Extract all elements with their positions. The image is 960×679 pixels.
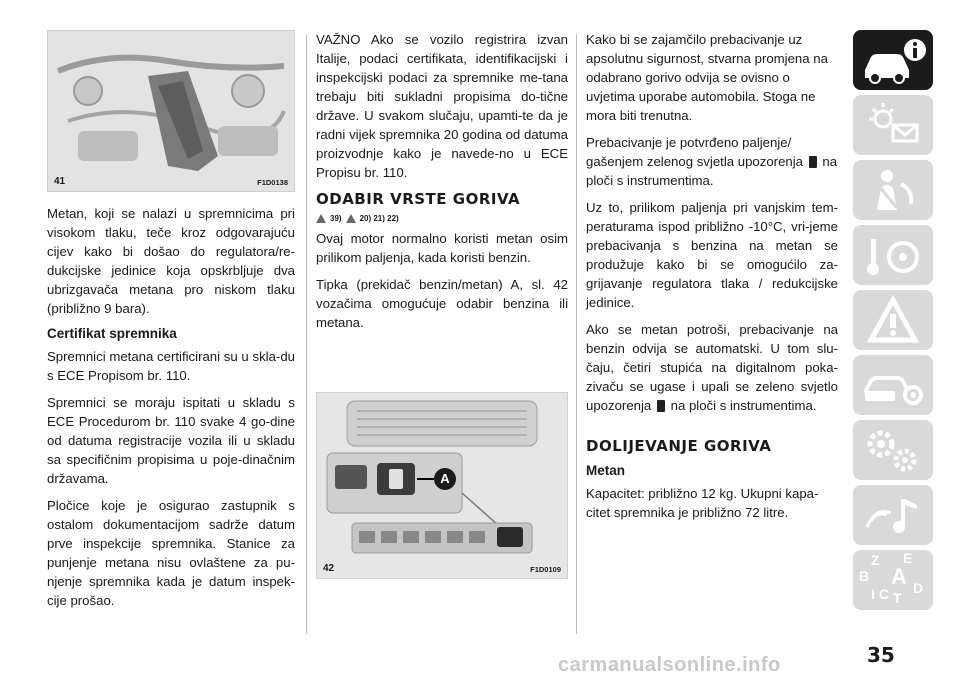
column-left — [47, 30, 295, 618]
tab-emergency[interactable] — [853, 290, 933, 350]
index-letter: C — [879, 586, 890, 602]
column-divider — [306, 34, 307, 634]
tab-lights-messages[interactable] — [853, 95, 933, 155]
fuel-pump-warning-icon — [809, 156, 817, 168]
tab-maintenance[interactable] — [853, 355, 933, 415]
figure-number: 41 — [54, 176, 66, 187]
tab-technical-data[interactable] — [853, 420, 933, 480]
tab-safety[interactable] — [853, 160, 933, 220]
column-middle — [316, 30, 568, 579]
heading-fuel-selection: ODABIR VRSTE GORIVA — [316, 190, 521, 208]
page-number: 35 — [867, 643, 895, 667]
paragraph-confirmation: Prebacivanje je potvrđeno paljenje/ gašenjem zelenog svjetla upozorenja na ploči s instrumentima. — [586, 135, 838, 188]
paragraph-engine-fuel: Ovaj motor normalno koristi metan osim prilikom paljenja, kada koristi benzin. — [316, 231, 568, 265]
paragraph-certified: Spremnici metana certificirani su u skla-du s ECE Propisom br. 110. — [47, 349, 295, 383]
figure-41 — [47, 30, 295, 192]
tab-index[interactable] — [853, 550, 933, 610]
paragraph-switch: Tipka (prekidač benzin/metan) A, sl. 42 vozačima omogućuje odabir benzina ili metana. — [316, 277, 568, 330]
index-letter: A — [891, 564, 907, 589]
gears-icon — [853, 420, 933, 480]
figure-code: F1D0138 — [257, 178, 288, 187]
column-divider — [576, 34, 577, 634]
chapter-tabs — [853, 30, 933, 615]
figure-42 — [316, 392, 568, 579]
index-letter: B — [859, 568, 870, 584]
tab-starting-driving[interactable] — [853, 225, 933, 285]
watermark: carmanualsonline.info — [558, 654, 781, 676]
index-letter: E — [903, 550, 913, 566]
seatbelt-airbag-icon — [853, 160, 933, 220]
music-phone-icon — [853, 485, 933, 545]
warning-triangle-icon — [346, 214, 356, 223]
paragraph-capacity: Kapacitet: približno 12 kg. Ukupni kapa-citet spremnika je približno 72 litre. — [586, 486, 819, 520]
index-letter: T — [893, 590, 902, 606]
heading-tank-certificate: Certifikat spremnika — [47, 326, 177, 341]
paragraph-inspection: Spremnici se moraju ispitati u skladu s ECE Procedurom br. 110 svake 4 go-dine od datuma registracije vozila ili u skladu sa specifičnim propisima u poje-dinačnim državama. — [47, 395, 295, 486]
tab-multimedia[interactable] — [853, 485, 933, 545]
paragraph-cold-start: Uz to, prilikom paljenja pri vanjskim tem-peraturama ispod približno -10°C, vri-jeme prebacivanja s benzina na metan se produžuje kako bi se omogućilo za-grijavanje regulatora tlaka / redukcijske jedinice. — [586, 200, 838, 310]
warning-references: 39) 20) 21) 22) — [316, 214, 568, 223]
figure-number: 42 — [323, 563, 335, 574]
callout-a-label: A — [440, 471, 450, 486]
fuel-pump-warning-icon — [657, 400, 665, 412]
paragraph-important: VAŽNO Ako se vozilo registrira izvan Italije, podaci certifikata, identifikacijski i inspekcijski podaci za spremnike me-tana trebaju biti sukladni propisima do-tične države. U svakom slučaju, upamti-te da je radni vijek spremnika 20 godina od datuma proizvodnje kako je navede-no u ECE Propisu br. 110. — [316, 32, 568, 180]
paragraph-methane-intro: Metan, koji se nalazi u spremnicima pri visokom tlaku, teče kroz odgovarajuću cijev kako bi došao do regulatora/re-dukcijske jedinice koja opskrbljuje dva ubrizgavača metana pro niskom tlaku (približno 9 bara). — [47, 206, 295, 316]
warning-triangle-icon — [853, 290, 933, 350]
column-right — [586, 30, 838, 530]
tab-car-info[interactable] — [853, 30, 933, 90]
warning-triangle-icon — [316, 214, 326, 223]
warning-lights-icon — [853, 95, 933, 155]
index-letter: Z — [871, 552, 880, 568]
paragraph-plates: Pločice koje je osigurao zastupnik s ostalom dokumentacijom sadrže datum prve inspekcije spremnika. Stanice za punjenje metana nisu ovlaštene za pu-njenje spremnika kada je datum inspek-cije prošao. — [47, 498, 295, 608]
index-letter: I — [871, 586, 875, 602]
car-wrench-icon — [853, 355, 933, 415]
car-info-icon — [853, 30, 933, 90]
figure-code: F1D0109 — [530, 565, 561, 574]
index-letter: D — [913, 580, 924, 596]
heading-methane: Metan — [586, 463, 626, 478]
underbody-illustration — [48, 31, 294, 191]
heading-refuelling: DOLIJEVANJE GORIVA — [586, 437, 772, 455]
key-steering-wheel-icon — [853, 225, 933, 285]
paragraph-auto-switch: Ako se metan potroši, prebacivanje na benzin odvija se automatski. U tom slu-čaju, četiri stupića na digitalnom poka-zivaču se ugase i upali se zeleno svjetlo upozorenja na ploči s instrumentima. — [586, 322, 838, 413]
paragraph-safety: Kako bi se zajamčilo prebacivanje uz apsolutnu sigurnost, stvarna promjena na odabrano gorivo odvija se ovisno o uvjetima uporabe automobila. Stoga ne mora biti trenutna. — [586, 32, 828, 123]
